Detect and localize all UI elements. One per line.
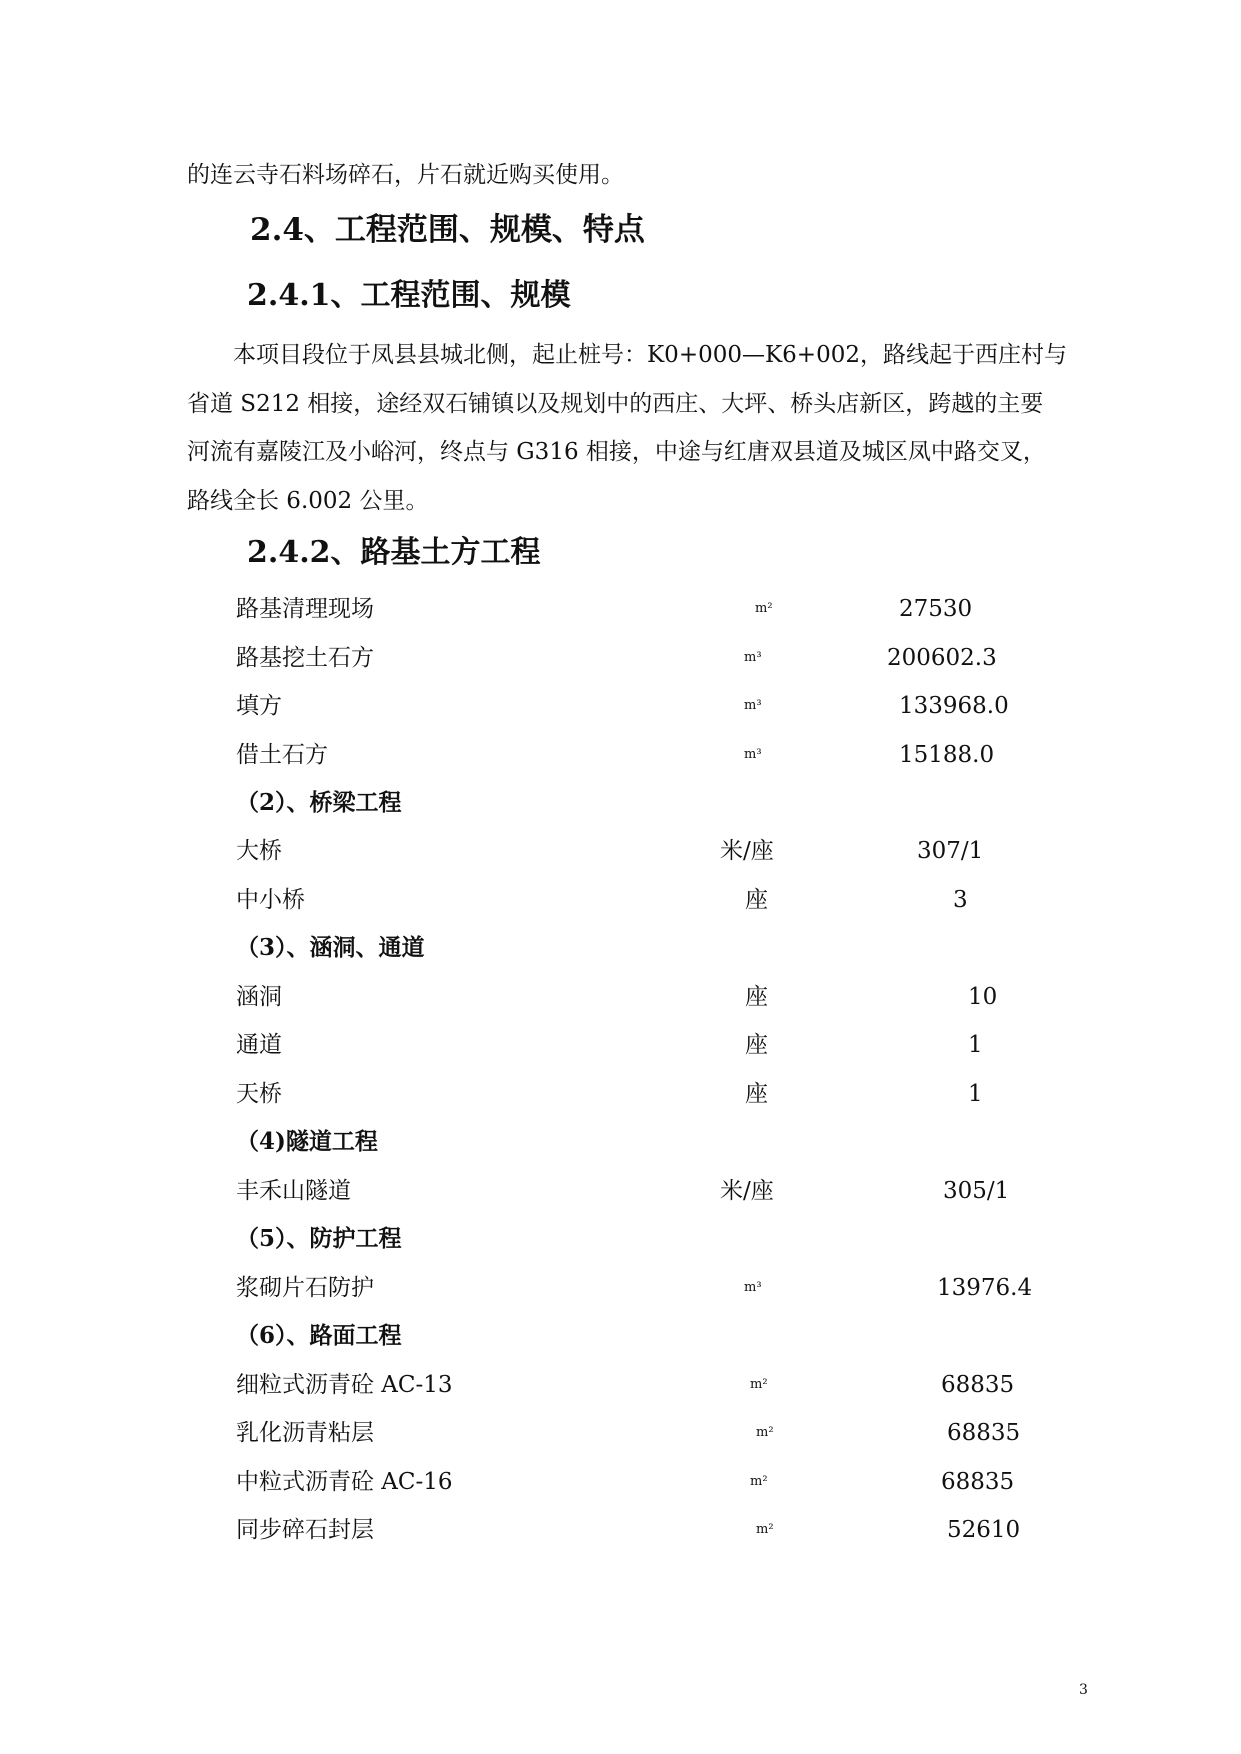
item-name: 借土石方 xyxy=(236,742,328,768)
quantity-row xyxy=(0,835,1241,867)
paragraph-line: 河流有嘉陵江及小峪河，终点与 G316 相接，中途与红唐双县道及城区凤中路交叉， xyxy=(187,439,1046,465)
item-unit: m² xyxy=(750,1474,768,1489)
item-name: 中粒式沥青砼 AC-16 xyxy=(236,1469,453,1495)
quantity-row xyxy=(0,1078,1241,1110)
intro-line: 的连云寺石料场碎石，片石就近购买使用。 xyxy=(187,162,624,188)
item-name: 浆砌片石防护 xyxy=(236,1275,374,1301)
item-name: 细粒式沥青砼 AC-13 xyxy=(236,1372,453,1398)
quantity-row xyxy=(0,690,1241,722)
quantity-row xyxy=(0,1029,1241,1061)
item-name: 路基清理现场 xyxy=(236,596,374,622)
item-unit: 米/座 xyxy=(720,1178,774,1204)
item-value: 3 xyxy=(953,887,968,913)
item-unit: m³ xyxy=(744,698,762,713)
quantity-row xyxy=(0,981,1241,1013)
quantity-row xyxy=(0,593,1241,625)
item-name: 大桥 xyxy=(236,838,282,864)
item-name: 填方 xyxy=(236,693,282,719)
item-name: 同步碎石封层 xyxy=(236,1517,374,1543)
item-unit: m² xyxy=(755,601,773,616)
section-heading-2-4-2: 2.4.2、路基土方工程 xyxy=(247,535,541,570)
quantity-row xyxy=(0,1272,1241,1304)
item-value: 13976.4 xyxy=(937,1275,1033,1301)
item-value: 68835 xyxy=(941,1372,1015,1398)
subsection-heading: （4)隧道工程 xyxy=(236,1128,378,1155)
paragraph-line: 省道 S212 相接，途经双石铺镇以及规划中的西庄、大坪、桥头店新区，跨越的主要 xyxy=(187,390,1044,417)
item-value: 68835 xyxy=(941,1469,1015,1495)
paragraph-line: 本项目段位于凤县县城北侧，起止桩号：K0+000—K6+002，路线起于西庄村与 xyxy=(233,342,1067,368)
item-value: 1 xyxy=(968,1032,983,1058)
item-name: 丰禾山隧道 xyxy=(236,1178,351,1204)
item-value: 15188.0 xyxy=(899,742,995,768)
item-unit: 座 xyxy=(745,984,768,1010)
quantity-row xyxy=(0,1175,1241,1207)
quantity-row xyxy=(0,1369,1241,1401)
item-name: 天桥 xyxy=(236,1081,282,1107)
quantity-row xyxy=(0,739,1241,771)
project-description-paragraph xyxy=(187,331,1087,525)
item-unit: m² xyxy=(756,1522,774,1537)
quantity-row xyxy=(0,1417,1241,1449)
quantity-row xyxy=(0,1514,1241,1546)
item-unit: 米/座 xyxy=(720,838,774,864)
item-unit: m² xyxy=(756,1425,774,1440)
item-value: 52610 xyxy=(947,1517,1021,1543)
page-number: 3 xyxy=(1079,1682,1088,1698)
item-value: 305/1 xyxy=(943,1178,1010,1204)
subsection-heading: （5）、防护工程 xyxy=(236,1225,402,1252)
subsection-heading: （6）、路面工程 xyxy=(236,1322,402,1349)
item-unit: m³ xyxy=(744,747,762,762)
quantity-row xyxy=(0,642,1241,674)
item-unit: m² xyxy=(750,1377,768,1392)
item-unit: 座 xyxy=(745,1032,768,1058)
item-name: 乳化沥青粘层 xyxy=(236,1420,374,1446)
item-value: 68835 xyxy=(947,1420,1021,1446)
item-unit: m³ xyxy=(744,650,762,665)
quantity-row xyxy=(0,1466,1241,1498)
item-value: 10 xyxy=(968,984,998,1010)
section-heading-2-4-1: 2.4.1、工程范围、规模 xyxy=(247,278,571,313)
item-value: 200602.3 xyxy=(887,645,997,671)
item-unit: 座 xyxy=(745,887,768,913)
section-heading-2-4: 2.4、工程范围、规模、特点 xyxy=(250,212,645,248)
subsection-heading: （3）、涵洞、通道 xyxy=(236,934,425,961)
item-name: 路基挖土石方 xyxy=(236,645,374,671)
quantity-row xyxy=(0,884,1241,916)
item-value: 1 xyxy=(968,1081,983,1107)
item-name: 中小桥 xyxy=(236,887,305,913)
item-value: 27530 xyxy=(899,596,973,622)
item-unit: 座 xyxy=(745,1081,768,1107)
item-unit: m³ xyxy=(744,1280,762,1295)
item-value: 307/1 xyxy=(917,838,984,864)
paragraph-line: 路线全长 6.002 公里。 xyxy=(187,487,429,514)
item-name: 涵洞 xyxy=(236,984,282,1010)
item-name: 通道 xyxy=(236,1032,282,1058)
item-value: 133968.0 xyxy=(899,693,1009,719)
subsection-heading: （2）、桥梁工程 xyxy=(236,789,402,816)
